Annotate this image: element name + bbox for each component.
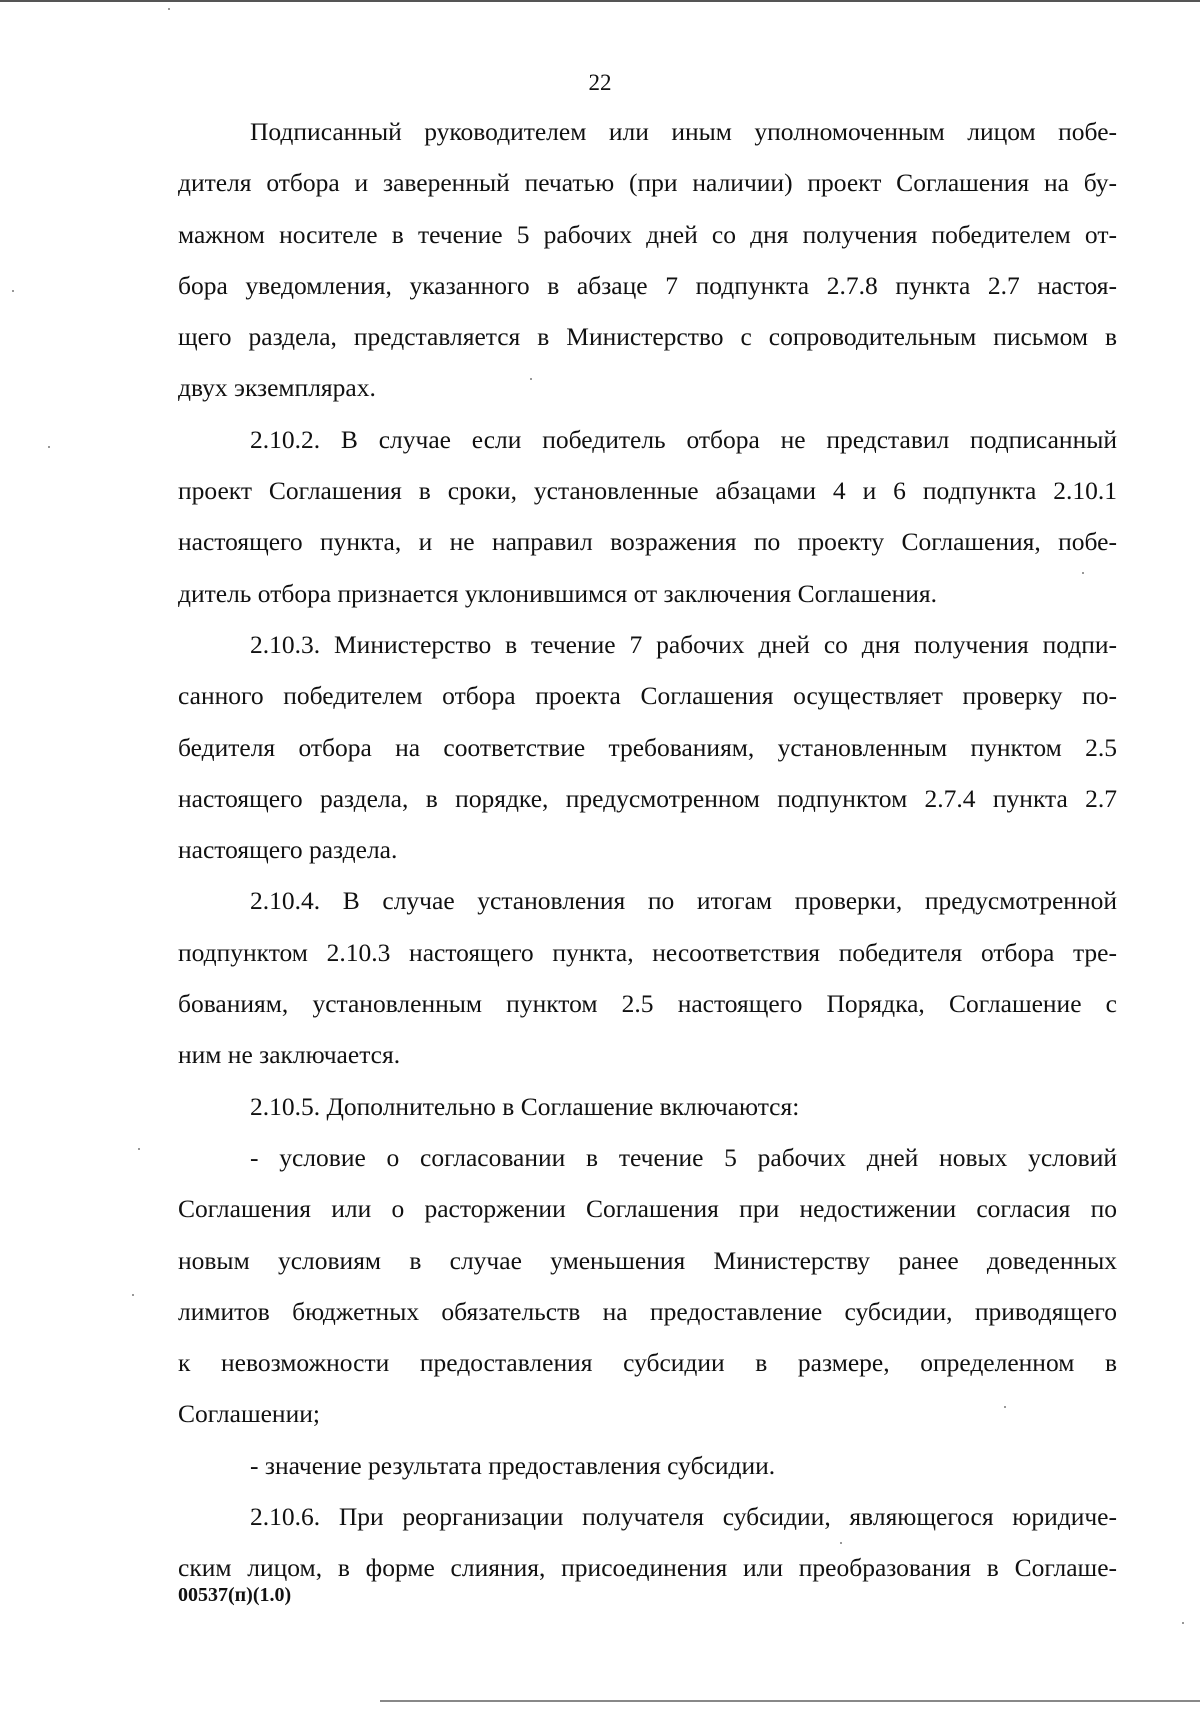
text-line: ним не заключается. bbox=[178, 1040, 401, 1070]
scan-speck bbox=[12, 290, 14, 292]
text-line: бованиям, установленным пунктом 2.5 настоящего Порядка, Соглашение с bbox=[178, 989, 1117, 1019]
scan-edge-top bbox=[0, 0, 1200, 2]
scan-speck bbox=[840, 1542, 842, 1544]
text-line: настоящего раздела. bbox=[178, 835, 398, 865]
document-code: 00537(п)(1.0) bbox=[178, 1584, 292, 1606]
text-line: 2.10.2. В случае если победитель отбора не представил подписанный bbox=[250, 424, 1117, 454]
scan-speck bbox=[1082, 572, 1084, 574]
text-line: лимитов бюджетных обязательств на предоставление субсидии, приводящего bbox=[178, 1296, 1117, 1326]
text-line: - условие о согласовании в течение 5 рабочих дней новых условий bbox=[250, 1142, 1117, 1172]
text-line: проект Соглашения в сроки, установленные абзацами 4 и 6 подпункта 2.10.1 bbox=[178, 476, 1117, 506]
document-body bbox=[178, 106, 1117, 1594]
text-line: 2.10.4. В случае установления по итогам проверки, предусмотренной bbox=[250, 886, 1117, 916]
text-line: настоящего раздела, в порядке, предусмотренном подпунктом 2.7.4 пункта 2.7 bbox=[178, 783, 1117, 813]
scan-edge-bottom bbox=[380, 1700, 1200, 1702]
text-line: дителя отбора и заверенный печатью (при наличии) проект Соглашения на бу- bbox=[178, 168, 1117, 198]
text-line: Подписанный руководителем или иным уполномоченным лицом побе- bbox=[250, 117, 1117, 146]
text-line: подпунктом 2.10.3 настоящего пункта, несоответствия победителя отбора тре- bbox=[178, 937, 1117, 967]
text-line: 2.10.3. Министерство в течение 7 рабочих дней со дня получения подпи- bbox=[250, 629, 1117, 659]
scan-speck bbox=[138, 1148, 140, 1150]
text-line: щего раздела, представляется в Министерство с сопроводительным письмом в bbox=[178, 322, 1117, 352]
text-line: бедителя отбора на соответствие требованиям, установленным пунктом 2.5 bbox=[178, 732, 1117, 762]
text-line: 2.10.6. При реорганизации получателя субсидии, являющегося юридиче- bbox=[250, 1502, 1117, 1532]
text-line: Соглашении; bbox=[178, 1399, 320, 1429]
scan-speck bbox=[48, 446, 50, 448]
scan-speck bbox=[1182, 1622, 1184, 1624]
text-line: к невозможности предоставления субсидии в размере, определенном в bbox=[178, 1348, 1117, 1378]
text-line: 2.10.5. Дополнительно в Соглашение включаются: bbox=[250, 1091, 800, 1121]
text-line: новым условиям в случае уменьшения Министерству ранее доведенных bbox=[178, 1245, 1117, 1275]
text-line: ским лицом, в форме слияния, присоединения или преобразования в Соглаше- bbox=[178, 1553, 1117, 1583]
text-line: Соглашения или о расторжении Соглашения при недостижении согласия по bbox=[178, 1194, 1117, 1224]
text-line: - значение результата предоставления субсидии. bbox=[250, 1450, 776, 1480]
text-line: бора уведомления, указанного в абзаце 7 подпункта 2.7.8 пункта 2.7 настоя- bbox=[178, 270, 1117, 300]
page-number: 22 bbox=[588, 70, 612, 95]
text-line: дитель отбора признается уклонившимся от заключения Соглашения. bbox=[178, 578, 937, 608]
text-line: санного победителем отбора проекта Соглашения осуществляет проверку по- bbox=[178, 681, 1117, 711]
text-line: мажном носителе в течение 5 рабочих дней со дня получения победителем от- bbox=[178, 219, 1117, 249]
text-line: двух экземплярах. bbox=[178, 373, 376, 403]
scan-speck bbox=[168, 8, 170, 10]
scan-speck bbox=[530, 378, 532, 380]
scan-speck bbox=[1004, 1406, 1006, 1408]
text-line: настоящего пункта, и не направил возражения по проекту Соглашения, побе- bbox=[178, 527, 1117, 557]
scan-speck bbox=[132, 1294, 134, 1296]
